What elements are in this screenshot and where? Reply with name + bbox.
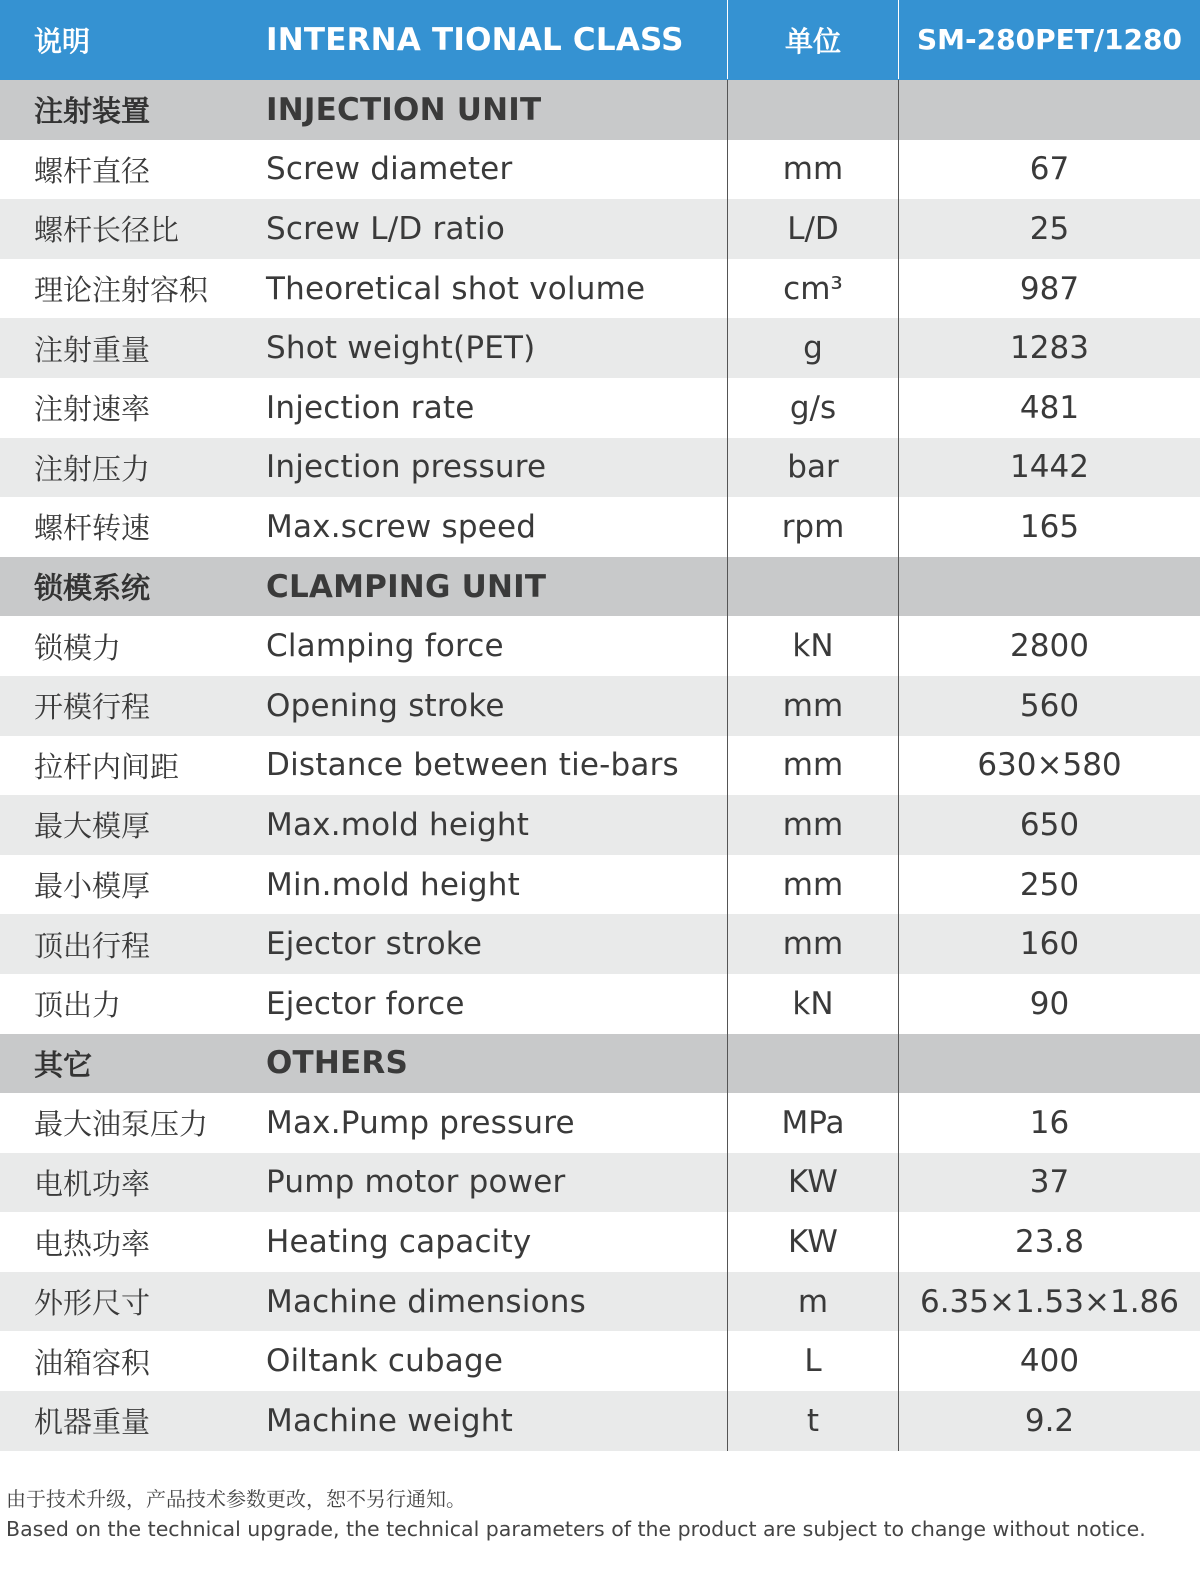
spec-unit: cm³ bbox=[727, 259, 898, 319]
table-row bbox=[0, 974, 1200, 1034]
spec-name-cn: 拉杆内间距 bbox=[34, 749, 180, 784]
spec-name-en: Min.mold height bbox=[266, 866, 520, 903]
spec-name-en: Injection pressure bbox=[266, 449, 547, 486]
section-value-empty bbox=[898, 80, 1200, 140]
table-row bbox=[0, 438, 1200, 498]
spec-unit: L/D bbox=[727, 199, 898, 259]
spec-name-cn: 最大模厚 bbox=[34, 809, 151, 844]
spec-name-cn: 螺杆直径 bbox=[34, 153, 151, 188]
spec-name-cn: 开模行程 bbox=[34, 690, 151, 725]
spec-name-cn: 电机功率 bbox=[34, 1166, 151, 1201]
spec-name-en: Distance between tie-bars bbox=[266, 747, 679, 784]
spec-unit: mm bbox=[727, 914, 898, 974]
spec-name-en: Heating capacity bbox=[266, 1224, 532, 1261]
header-unit: 单位 bbox=[727, 0, 898, 79]
spec-unit: mm bbox=[727, 736, 898, 796]
spec-unit: m bbox=[727, 1272, 898, 1332]
spec-value: 160 bbox=[898, 914, 1200, 974]
spec-value: 1283 bbox=[898, 318, 1200, 378]
spec-unit: L bbox=[727, 1331, 898, 1391]
table-row bbox=[0, 1331, 1200, 1391]
table-row bbox=[0, 855, 1200, 915]
spec-unit: kN bbox=[727, 616, 898, 676]
table-row bbox=[0, 676, 1200, 736]
section-row bbox=[0, 1034, 1200, 1094]
section-unit-empty bbox=[727, 1034, 898, 1094]
spec-unit: g bbox=[727, 318, 898, 378]
spec-name-en: Screw diameter bbox=[266, 151, 513, 188]
spec-name-cn: 机器重量 bbox=[34, 1405, 151, 1440]
spec-name-en: Machine dimensions bbox=[266, 1283, 586, 1320]
section-unit-empty bbox=[727, 557, 898, 617]
table-row bbox=[0, 1093, 1200, 1153]
table-row bbox=[0, 1272, 1200, 1332]
table-header bbox=[0, 0, 1200, 80]
section-value-empty bbox=[898, 557, 1200, 617]
spec-value: 400 bbox=[898, 1331, 1200, 1391]
spec-name-cn: 顶出力 bbox=[34, 988, 122, 1023]
spec-value: 67 bbox=[898, 140, 1200, 200]
spec-unit: mm bbox=[727, 676, 898, 736]
spec-unit: mm bbox=[727, 795, 898, 855]
spec-value: 2800 bbox=[898, 616, 1200, 676]
table-row bbox=[0, 1391, 1200, 1451]
spec-name-cn: 外形尺寸 bbox=[34, 1286, 151, 1321]
spec-name-en: Machine weight bbox=[266, 1402, 513, 1439]
spec-name-cn: 油箱容积 bbox=[34, 1345, 151, 1380]
spec-unit: mm bbox=[727, 855, 898, 915]
spec-name-cn: 最小模厚 bbox=[34, 869, 151, 904]
spec-unit: t bbox=[727, 1391, 898, 1451]
section-title-en: OTHERS bbox=[266, 1045, 409, 1082]
spec-value: 25 bbox=[898, 199, 1200, 259]
spec-name-en: Ejector stroke bbox=[266, 926, 483, 963]
spec-unit: MPa bbox=[727, 1093, 898, 1153]
spec-value: 9.2 bbox=[898, 1391, 1200, 1451]
spec-value: 481 bbox=[898, 378, 1200, 438]
spec-value: 560 bbox=[898, 676, 1200, 736]
section-row bbox=[0, 80, 1200, 140]
section-title-cn: 注射装置 bbox=[34, 94, 151, 129]
spec-name-cn: 注射压力 bbox=[34, 451, 151, 486]
spec-name-cn: 螺杆长径比 bbox=[34, 213, 180, 248]
table-row bbox=[0, 1212, 1200, 1272]
spec-name-en: Screw L/D ratio bbox=[266, 210, 505, 247]
spec-name-cn: 理论注射容积 bbox=[34, 273, 209, 308]
spec-value: 250 bbox=[898, 855, 1200, 915]
spec-unit: g/s bbox=[727, 378, 898, 438]
spec-name-en: Oiltank cubage bbox=[266, 1343, 504, 1380]
table-row bbox=[0, 914, 1200, 974]
table-body bbox=[0, 80, 1200, 1451]
header-model: SM-280PET/1280 bbox=[898, 0, 1200, 79]
table-row bbox=[0, 795, 1200, 855]
table-row bbox=[0, 736, 1200, 796]
header-international-class: INTERNA TIONAL CLASS bbox=[266, 21, 684, 58]
note-english: Based on the technical upgrade, the technical parameters of the product are subject to change without notice. bbox=[6, 1517, 1146, 1541]
table-row bbox=[0, 259, 1200, 319]
spec-name-cn: 锁模力 bbox=[34, 630, 122, 665]
table-row bbox=[0, 140, 1200, 200]
table-row bbox=[0, 616, 1200, 676]
spec-value: 165 bbox=[898, 497, 1200, 557]
spec-name-cn: 顶出行程 bbox=[34, 928, 151, 963]
spec-value: 16 bbox=[898, 1093, 1200, 1153]
spec-value: 23.8 bbox=[898, 1212, 1200, 1272]
spec-name-en: Max.screw speed bbox=[266, 508, 537, 545]
spec-name-cn: 最大油泵压力 bbox=[34, 1107, 209, 1142]
section-title-en: CLAMPING UNIT bbox=[266, 568, 547, 605]
spec-value: 90 bbox=[898, 974, 1200, 1034]
spec-name-en: Shot weight(PET) bbox=[266, 330, 536, 367]
spec-name-en: Pump motor power bbox=[266, 1164, 566, 1201]
spec-name-cn: 注射重量 bbox=[34, 332, 151, 367]
section-title-en: INJECTION UNIT bbox=[266, 91, 542, 128]
section-unit-empty bbox=[727, 80, 898, 140]
spec-unit: rpm bbox=[727, 497, 898, 557]
section-row bbox=[0, 557, 1200, 617]
spec-name-en: Theoretical shot volume bbox=[266, 270, 646, 307]
spec-name-en: Ejector force bbox=[266, 985, 465, 1022]
table-row bbox=[0, 378, 1200, 438]
spec-value: 6.35×1.53×1.86 bbox=[898, 1272, 1200, 1332]
spec-name-cn: 螺杆转速 bbox=[34, 511, 151, 546]
spec-unit: KW bbox=[727, 1212, 898, 1272]
spec-unit: mm bbox=[727, 140, 898, 200]
spec-unit: bar bbox=[727, 438, 898, 498]
spec-value: 650 bbox=[898, 795, 1200, 855]
spec-name-en: Max.mold height bbox=[266, 806, 530, 843]
table-row bbox=[0, 497, 1200, 557]
spec-name-en: Clamping force bbox=[266, 628, 504, 665]
header-description: 说明 bbox=[34, 24, 91, 58]
section-title-cn: 锁模系统 bbox=[34, 571, 151, 606]
table-row bbox=[0, 199, 1200, 259]
table-row bbox=[0, 1153, 1200, 1213]
spec-value: 630×580 bbox=[898, 736, 1200, 796]
spec-name-en: Injection rate bbox=[266, 389, 475, 426]
spec-name-en: Max.Pump pressure bbox=[266, 1104, 575, 1141]
spec-name-cn: 注射速率 bbox=[34, 392, 151, 427]
spec-name-en: Opening stroke bbox=[266, 687, 505, 724]
section-title-cn: 其它 bbox=[34, 1047, 93, 1082]
table-row bbox=[0, 318, 1200, 378]
note-chinese: 由于技术升级，产品技术参数更改，恕不另行通知。 bbox=[6, 1487, 466, 1511]
section-value-empty bbox=[898, 1034, 1200, 1094]
spec-value: 987 bbox=[898, 259, 1200, 319]
spec-unit: kN bbox=[727, 974, 898, 1034]
spec-value: 37 bbox=[898, 1153, 1200, 1213]
spec-value: 1442 bbox=[898, 438, 1200, 498]
spec-name-cn: 电热功率 bbox=[34, 1226, 151, 1261]
spec-unit: KW bbox=[727, 1153, 898, 1213]
